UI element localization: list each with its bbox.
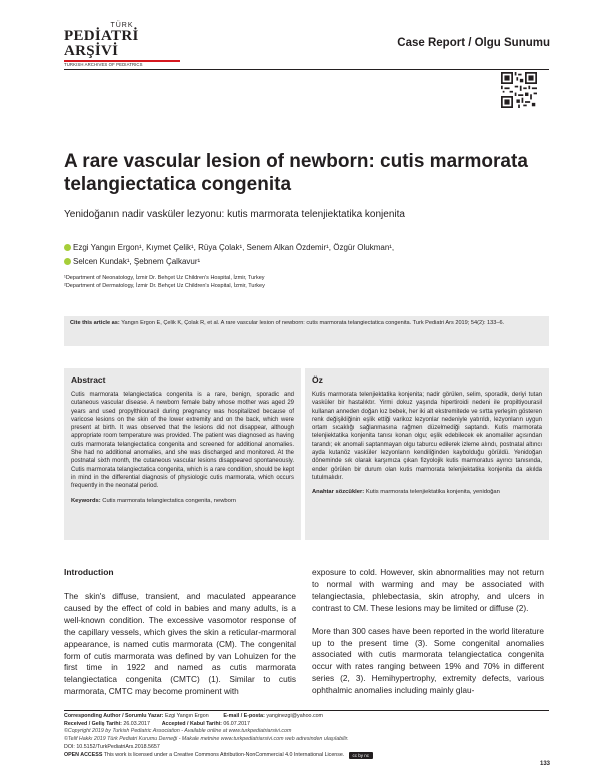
orcid-icon[interactable]	[64, 258, 71, 265]
journal-logo	[64, 22, 180, 67]
logo-top-text: TÜRK	[110, 22, 134, 29]
oz-heading: Öz	[312, 375, 323, 385]
body-right-column	[312, 567, 544, 708]
license-text: This work is licensed under a Creative Commons Attribution-NonCommercial 4.0 International License.	[103, 751, 345, 758]
oz-box	[305, 368, 549, 540]
copyright-tr: ©Telif Hakkı 2019 Türk Pediatri Kurumu Derneği - Makale metnine www.turkpediatriarsivi.com web adresinden ulaşılabilir.	[64, 736, 349, 743]
creative-commons-icon[interactable]: cc by nc	[349, 752, 373, 759]
accepted-label: Accepted / Kabul Tarihi:	[161, 720, 222, 727]
authors-line-2	[64, 255, 544, 269]
keywords-label: Keywords:	[71, 497, 101, 504]
email-label: E-mail / E-posta:	[223, 713, 265, 719]
introduction-heading: Introduction	[64, 567, 114, 577]
received-label: Received / Geliş Tarihi:	[64, 720, 122, 727]
received-date: 26.03.2017	[123, 720, 150, 727]
body-right-paragraph-2: More than 300 cases have been reported in the world literature up to the present time (3). Some congenital anomalies associated with cutis marmorata telangiectatica congenita occur with rates ranging between 19% and 70% in different series (2, 3). Hemihypertrophy, extremity defects, various ophthalmic anomalies including mainly glau-	[312, 625, 544, 696]
footer-correspondence	[64, 713, 554, 721]
email-link[interactable]: yanginezgi@yahoo.com	[266, 713, 323, 719]
logo-sub-text: TURKISH ARCHIVES OF PEDIATRICS	[64, 62, 143, 67]
header-divider	[64, 69, 549, 70]
citation-label: Cite this article as:	[70, 320, 120, 326]
affiliation-1: ¹Department of Neonatology, İzmir Dr. Behçet Uz Children's Hospital, İzmir, Turkey	[64, 275, 265, 281]
logo-main-text: PEDİATRİ ARŞİVİ	[64, 28, 139, 59]
page-number: 133	[539, 761, 550, 767]
affiliation-2: ²Department of Dermatology, İzmir Dr. Behçet Uz Children's Hospital, İzmir, Turkey	[64, 283, 265, 289]
citation-text: Yangın Ergon E, Çelik K, Çolak R, et al. A rare vascular lesion of newborn: cutis marmorata telangiectatica congenita. Turk Pediatri Ars 2019; 54(2): 133–6.	[121, 320, 505, 326]
doi[interactable]: DOI: 10.5152/TurkPediatriArs.2018.5657	[64, 743, 160, 750]
authors-text-1: Ezgi Yangın Ergon¹, Kıymet Çelik¹, Rüya Çolak¹, Senem Alkan Özdemir¹, Özgür Olukman¹,	[73, 243, 395, 252]
footer-divider	[64, 710, 549, 711]
footer	[64, 713, 554, 759]
article-title: A rare vascular lesion of newborn: cutis marmorata telangiectatica congenita	[64, 151, 528, 195]
citation-box	[64, 316, 549, 346]
oz-keywords	[312, 488, 542, 496]
corr-name: Ezgi Yangın Ergon	[164, 713, 209, 719]
authors-line-1	[64, 241, 544, 255]
accepted-date: 06.07.2017	[223, 720, 250, 727]
oz-keywords-text: Kutis marmorata telenjiektatika konjenita, yenidoğan	[365, 489, 500, 496]
abstract-text: Cutis marmorata telangiectatica congenita is a rare, benign, sporadic and cutaneous vascular disease. A newborn female baby whose mother was aged 29 years and used propylthiouracil during pregnancy was hospitalized because of varicose lesions on the skin of the lower extremity and on the back, which were present at birth. It was observed that the lesions did not disappear, although appropriate room temperature was provided. The patient was diagnosed as having cutis marmorata telangiectatica congenita and screened for additional anomalies. She had no additional anomalies, and she was discharged and monitored. At the postnatal sixth month, the cutaneous vascular lesions disappeared spontaneously. Cutis marmorata telangiectatica congenita, which is a rare condition, should be kept in mind in the differential diagnosis of physiologic cutis marmorata, which occurs frequently in the neonatal period.	[71, 392, 294, 490]
article-type: Case Report / Olgu Sunumu	[397, 37, 550, 49]
article-subtitle: Yenidoğanın nadir vasküler lezyonu: kutis marmorata telenjiektatika konjenita	[64, 209, 405, 220]
footer-license	[64, 752, 554, 760]
copyright-en: ©Copyright 2019 by Turkish Pediatric Association - Available online at www.turkpediatriarsivi.com	[64, 728, 292, 735]
authors-text-2: Selcen Kundak¹, Şebnem Çalkavur¹	[73, 257, 201, 266]
orcid-icon[interactable]	[64, 244, 71, 251]
oz-keywords-label: Anahtar sözcükler:	[312, 489, 365, 496]
corr-label: Corresponding Author / Sorumlu Yazar:	[64, 713, 164, 719]
open-access-label: OPEN ACCESS	[64, 751, 103, 758]
keywords-text: Cutis marmorata telangiectatica congenita, newborn	[102, 497, 236, 504]
abstract-box	[64, 368, 301, 540]
oz-text: Kutis marmorata telenjiektatika konjenita; nadir görülen, selim, sporadik, deriyi tutan vasküler bir hastalıktır. Yirmi dokuz yaşında hipertiroidi nedeni ile propiltiyourasil kullanan anneden doğan kız bebek, her iki alt ekstremitede ve sırtta yerleşim gösteren renk değişikliğinin eşlik ettiği varikoz lezyonlar nedeniyle yatırıldı, lezyonların uygun ortam sıcaklığı sağlanmasına rağmen düzelmediği saptandı. Kutis marmorata telenjiektatika konjenita tanısı konan olgu; eşlik edebilecek ek anomaliler açısından tarandı; ek anomali saptanmayan olgu taburcu edilerek izleme alındı, postnatal altıncı ayda kutanöz vasküler lezyonların kendiliğinden kaybolduğu görüldü. Yenidoğan döneminde sık olarak karşımıza çıkan fizyolojik kutis marmoratus ayırıcı tanısında, ender görülen bir durum olan kutis marmorata telenjiektatika konjenita da akılda tutulmalıdır.	[312, 392, 542, 481]
author-block	[64, 241, 544, 290]
qr-code-icon	[501, 72, 537, 108]
abstract-keywords	[71, 497, 294, 505]
body-right-paragraph-1: exposure to cold. However, skin abnormalities may not return to normal with warming and may be associated with telangiectasia, phlebectasia, skin atrophy, and ulcers in contrast to CM. These lesions may be limited or diffuse (2).	[312, 567, 544, 613]
abstract-heading: Abstract	[71, 375, 106, 385]
body-left-column: The skin's diffuse, transient, and maculated appearance caused by the effect of cold in babies and many adults, is a well-known condition. The excessive vasomotor response of the capillary vessels, which gives the skin a reticular-marmoral appearance, is named cutis marmorata (CM). The congenital form of cutis marmorata was defined by van Lohuizen for the first time in 1922 and named as cutis marmorata telangiectatica congenita (CMTC) (1). Similar to cutis marmorata, CMTC may become prominent with	[64, 591, 296, 697]
